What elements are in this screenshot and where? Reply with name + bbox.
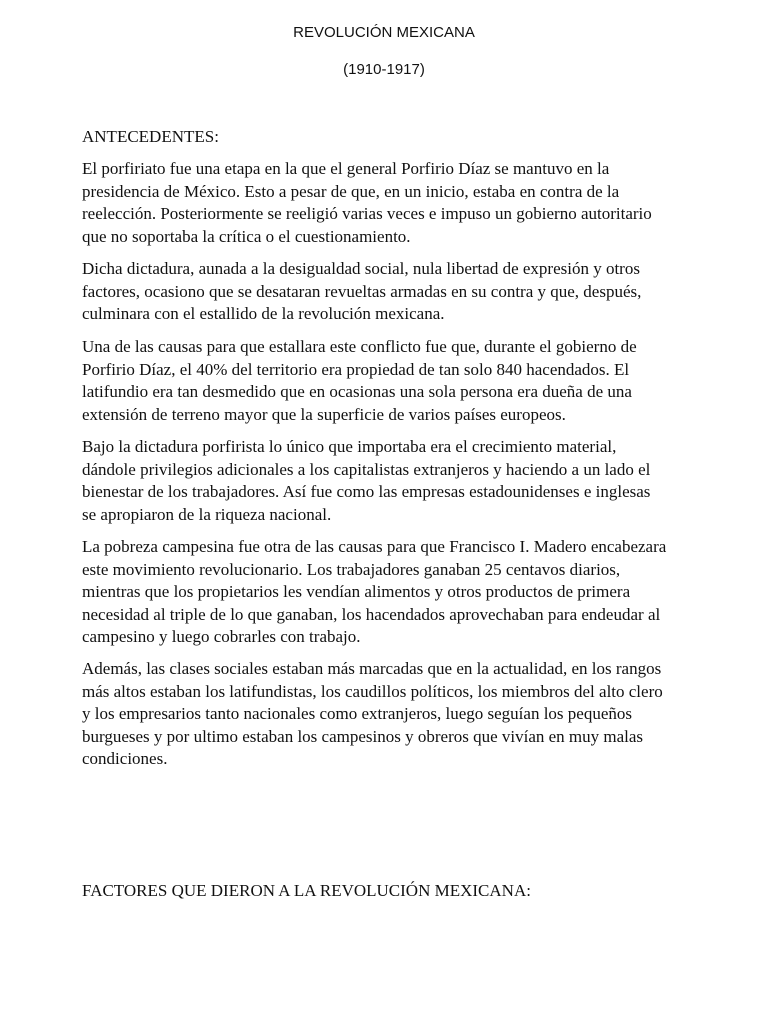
text-line: condiciones. — [82, 749, 168, 768]
text-line: dándole privilegios adicionales a los capitalistas extranjeros y haciendo a un lado el — [82, 459, 651, 479]
text-line: culminara con el estallido de la revolución mexicana. — [82, 304, 445, 323]
text-line: este movimiento revolucionario. Los trabajadores ganaban 25 centavos diarios, — [82, 559, 621, 579]
text-line: burgueses y por ultimo estaban los campesinos y obreros que vivían en muy malas — [82, 726, 644, 746]
text-line: Una de las causas para que estallara este conflicto fue que, durante el gobierno de — [82, 337, 637, 356]
paragraph-clases-sociales — [82, 658, 692, 771]
text-line: La pobreza campesina fue otra de las causas para que Francisco I. Madero encabezara — [82, 537, 667, 556]
text-line: se apropiaron de la riqueza nacional. — [82, 504, 332, 524]
text-line: extensión de terreno mayor que la superficie de varios países europeos. — [82, 404, 566, 424]
text-line: necesidad al triple de lo que ganaban, los hacendados aprovechaban para endeudar al — [82, 604, 661, 624]
text-line: y los empresarios tanto nacionales como extranjeros, luego seguían los pequeños — [82, 704, 632, 723]
paragraph-dictadura — [82, 258, 692, 326]
text-line: El porfiriato fue una etapa en la que el general Porfirio Díaz se mantuvo en la — [82, 159, 610, 178]
document-title: REVOLUCIÓN MEXICANA — [293, 24, 475, 41]
text-line: latifundio era tan desmedido que en ocasionas una sola persona era dueña de una — [82, 382, 632, 401]
text-line: mientras que los propietarios les vendían alimentos y otros productos de primera — [82, 582, 631, 601]
paragraph-pobreza-campesina — [82, 536, 692, 649]
section-heading-antecedentes: ANTECEDENTES: — [82, 127, 219, 146]
text-line: presidencia de México. Esto a pesar de que, en un inicio, estaba en contra de la — [82, 181, 620, 201]
text-line: que no soportaba la crítica o el cuestionamiento. — [82, 226, 411, 246]
text-line: campesino y luego cobrarles con trabajo. — [82, 627, 361, 646]
text-line: Bajo la dictadura porfirista lo único que importaba era el crecimiento material, — [82, 437, 617, 456]
paragraph-causas-latifundio — [82, 336, 692, 426]
text-line: Dicha dictadura, aunada a la desigualdad social, nula libertad de expresión y otros — [82, 259, 640, 278]
paragraph-crecimiento-material — [82, 436, 692, 526]
text-line: Además, las clases sociales estaban más marcadas que en la actualidad, en los rangos — [82, 659, 662, 678]
text-line: bienestar de los trabajadores. Así fue como las empresas estadounidenses e inglesas — [82, 482, 651, 501]
text-line: Porfirio Díaz, el 40% del territorio era propiedad de tan solo 840 hacendados. El — [82, 359, 630, 379]
section-heading-factores: FACTORES QUE DIERON A LA REVOLUCIÓN MEXICANA: — [82, 881, 531, 900]
text-line: reelección. Posteriormente se reeligió varias veces e impuso un gobierno autoritario — [82, 204, 652, 223]
document-years: (1910-1917) — [343, 61, 425, 78]
text-line: más altos estaban los latifundistas, los caudillos políticos, los miembros del alto clero — [82, 681, 663, 701]
paragraph-porfiriato — [82, 158, 692, 248]
text-line: factores, ocasiono que se desataran revueltas armadas en su contra y que, después, — [82, 281, 642, 301]
